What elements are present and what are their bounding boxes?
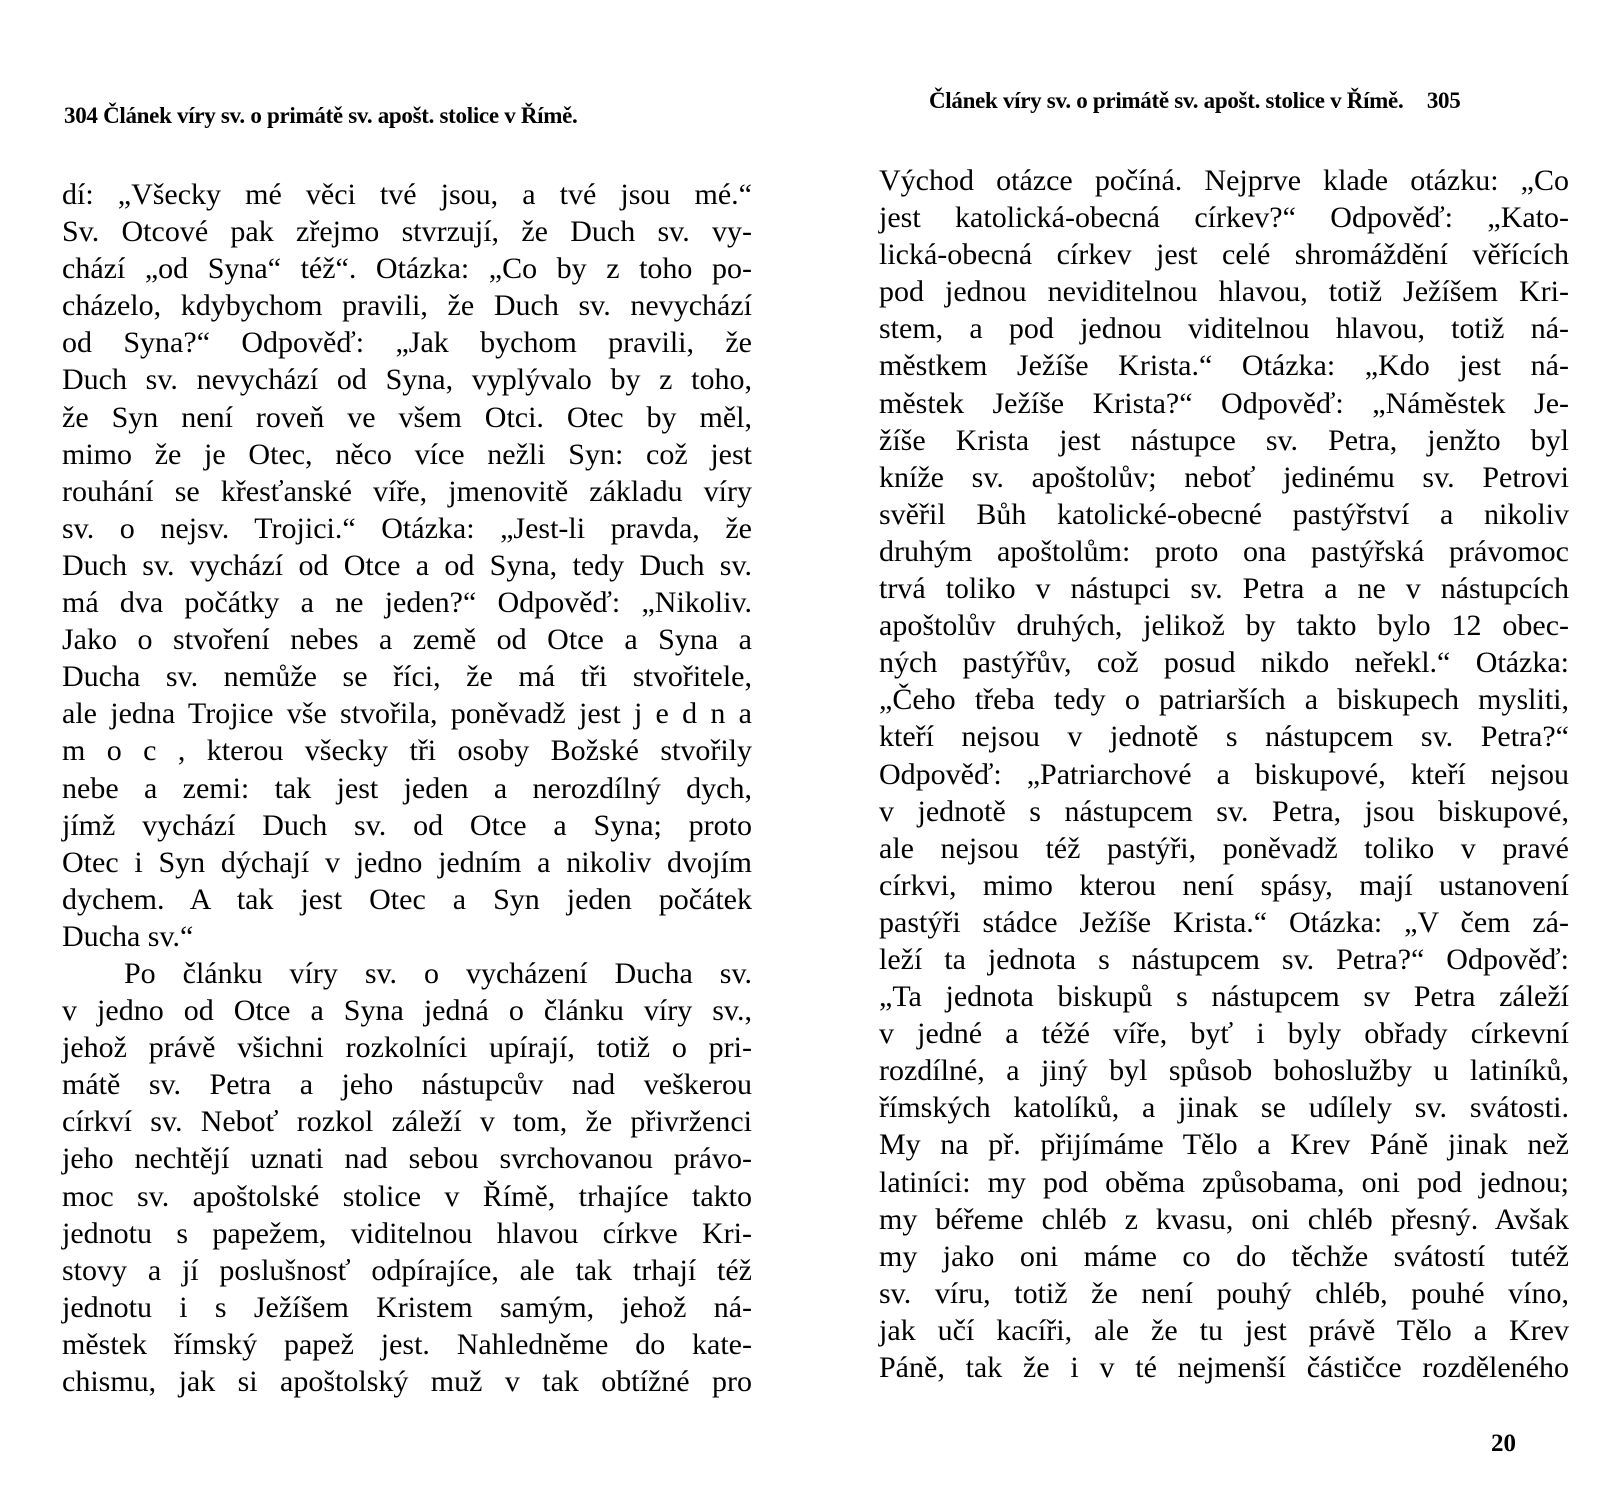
text-line: jak učí kacíři, ale že tu jest právě Tělo a Krev bbox=[879, 1313, 1569, 1347]
text-line: jednotu s papežem, viditelnou hlavou církve Kri- bbox=[62, 1216, 752, 1250]
text-line: m o c , kterou všecky tři osoby Božské stvořily bbox=[62, 734, 752, 768]
text-line: kníže sv. apoštolův; neboť jedinému sv. Petrovi bbox=[879, 460, 1569, 494]
text-line: Duch sv. nevychází od Syna, vyplývalo by z toho, bbox=[62, 363, 752, 397]
right-page bbox=[811, 0, 1622, 1501]
text-line: dychem. A tak jest Otec a Syn jeden počátek bbox=[62, 882, 752, 916]
text-line: moc sv. apoštolské stolice v Římě, trhajíce takto bbox=[62, 1179, 752, 1213]
text-line: od Syna?“ Odpověď: „Jak bychom pravili, že bbox=[62, 326, 752, 360]
text-line: trvá toliko v nástupci sv. Petra a ne v nástupcích bbox=[879, 572, 1569, 606]
text-line: dí: „Všecky mé věci tvé jsou, a tvé jsou mé.“ bbox=[62, 178, 752, 211]
text-line: jednotu i s Ježíšem Kristem samým, jehož ná- bbox=[62, 1290, 752, 1324]
text-line: ných pastýřův, což posud nikdo neřekl.“ Otázka: bbox=[879, 646, 1569, 680]
text-line: rouhání se křesťanské víře, jmenovitě základu víry bbox=[62, 474, 752, 508]
text-line: Otec i Syn dýchají v jedno jedním a nikoliv dvojím bbox=[62, 845, 752, 879]
text-line: druhým apoštolům: proto ona pastýřská právomoc bbox=[879, 534, 1569, 568]
text-line: chismu, jak si apoštolský muž v tak obtížné pro bbox=[62, 1365, 752, 1398]
text-line: kteří nejsou v jednotě s nástupcem sv. Petra?“ bbox=[879, 720, 1569, 754]
right-running-title: Článek víry sv. o primátě sv. apošt. stolice v Římě. bbox=[929, 88, 1404, 113]
text-line: cházelo, kdybychom pravili, že Duch sv. nevychází bbox=[62, 289, 752, 323]
text-line: stem, a pod jednou viditelnou hlavou, totiž ná- bbox=[879, 312, 1569, 346]
right-page-number: 305 bbox=[1426, 88, 1461, 113]
text-line: lická-obecná církev jest celé shromáždění věřících bbox=[879, 238, 1569, 272]
left-page-number: 304 bbox=[64, 103, 98, 128]
right-running-header bbox=[929, 88, 1460, 114]
text-line: ale jedna Trojice vše stvořila, poněvadž jest j e d n a bbox=[62, 697, 752, 731]
text-line: leží ta jednota s nástupcem sv. Petra?“ Odpověď: bbox=[879, 942, 1569, 976]
text-line: nebe a zemi: tak jest jeden a nerozdílný dych, bbox=[62, 771, 752, 805]
text-line: římských katolíků, a jinak se udílely sv. svátosti. bbox=[879, 1091, 1569, 1125]
right-body-text bbox=[879, 162, 1569, 1386]
left-body-text bbox=[62, 176, 752, 1400]
text-line: apoštolův druhých, jelikož by takto bylo 12 obec- bbox=[879, 609, 1569, 643]
text-line: v jedno od Otce a Syna jedná o článku víry sv., bbox=[62, 994, 752, 1028]
text-line: Duch sv. vychází od Otce a od Syna, tedy Duch sv. bbox=[62, 548, 752, 582]
left-running-header bbox=[64, 103, 577, 129]
text-line: že Syn není roveň ve všem Otci. Otec by měl, bbox=[62, 400, 752, 434]
text-line: pastýři stádce Ježíše Krista.“ Otázka: „V čem zá- bbox=[879, 905, 1569, 939]
text-line: Ducha sv.“ bbox=[62, 919, 194, 953]
text-line: chází „od Syna“ též“. Otázka: „Co by z toho po- bbox=[62, 252, 752, 286]
text-line: Východ otázce počíná. Nejprve klade otázku: „Co bbox=[879, 164, 1569, 197]
text-line: církvi, mimo kterou není spásy, mají ustanovení bbox=[879, 868, 1569, 902]
text-line: pod jednou neviditelnou hlavou, totiž Ježíšem Kri- bbox=[879, 275, 1569, 309]
text-line: jehož právě všichni rozkolníci upírají, totiž o pri- bbox=[62, 1031, 752, 1065]
text-line: jímž vychází Duch sv. od Otce a Syna; proto bbox=[62, 808, 752, 842]
text-line: mimo že je Otec, něco více nežli Syn: což jest bbox=[62, 437, 752, 471]
text-line: sv. o nejsv. Trojici.“ Otázka: „Jest-li pravda, že bbox=[62, 511, 752, 545]
text-line: městek Ježíše Krista?“ Odpověď: „Náměstek Je- bbox=[879, 386, 1569, 420]
text-line: svěřil Bůh katolické-obecné pastýřství a nikoliv bbox=[879, 497, 1569, 531]
text-line: „Čeho třeba tedy o patriarších a biskupech mysliti, bbox=[879, 683, 1569, 717]
text-line: „Ta jednota biskupů s nástupcem sv Petra záleží bbox=[879, 980, 1569, 1014]
text-line: v jedné a téžé víře, byť i byly obřady církevní bbox=[879, 1017, 1569, 1051]
text-line: církví sv. Neboť rozkol záleží v tom, že přivrženci bbox=[62, 1105, 752, 1139]
text-line: Sv. Otcové pak zřejmo stvrzují, že Duch sv. vy- bbox=[62, 215, 752, 249]
text-line: v jednotě s nástupcem sv. Petra, jsou biskupové, bbox=[879, 794, 1569, 828]
text-line: sv. víru, totiž že není pouhý chléb, pouhé víno, bbox=[879, 1276, 1569, 1310]
text-line: žíše Krista jest nástupce sv. Petra, jenžto byl bbox=[879, 423, 1569, 457]
text-line: Ducha sv. nemůže se říci, že má tři stvořitele, bbox=[62, 660, 752, 694]
signature-mark: 20 bbox=[1491, 1430, 1516, 1457]
text-line: Páně, tak že i v té nejmenší částičce rozděleného bbox=[879, 1351, 1569, 1384]
text-line: stovy a jí poslušnosť odpírajíce, ale tak trhají též bbox=[62, 1253, 752, 1287]
text-line: Odpověď: „Patriarchové a biskupové, kteří nejsou bbox=[879, 757, 1569, 791]
text-line: Jako o stvoření nebes a země od Otce a Syna a bbox=[62, 623, 752, 657]
text-line: jest katolická-obecná církev?“ Odpověď: „Kato- bbox=[879, 201, 1569, 235]
text-line: latiníci: my pod oběma způsobama, oni pod jednou; bbox=[879, 1165, 1569, 1199]
text-line: my jako oni máme co do těchže svátostí tutéž bbox=[879, 1239, 1569, 1273]
text-line: Po článku víry sv. o vycházení Ducha sv. bbox=[124, 956, 752, 990]
left-running-title: Článek víry sv. o primátě sv. apošt. stolice v Římě. bbox=[103, 103, 578, 128]
text-line: ale nejsou též pastýři, poněvadž toliko v pravé bbox=[879, 831, 1569, 865]
text-line: má dva počátky a ne jeden?“ Odpověď: „Nikoliv. bbox=[62, 586, 752, 620]
text-line: jeho nechtějí uznati nad sebou svrchovanou právo- bbox=[62, 1142, 752, 1176]
text-line: rozdílné, a jiný byl spůsob bohoslužby u latiníků, bbox=[879, 1054, 1569, 1088]
text-line: My na př. přijímáme Tělo a Krev Páně jinak než bbox=[879, 1128, 1569, 1162]
text-line: mátě sv. Petra a jeho nástupcův nad veškerou bbox=[62, 1068, 752, 1102]
text-line: my béřeme chléb z kvasu, oni chléb přesný. Avšak bbox=[879, 1202, 1569, 1236]
text-line: městkem Ježíše Krista.“ Otázka: „Kdo jest ná- bbox=[879, 349, 1569, 383]
text-line: městek římský papež jest. Nahledněme do kate- bbox=[62, 1327, 752, 1361]
